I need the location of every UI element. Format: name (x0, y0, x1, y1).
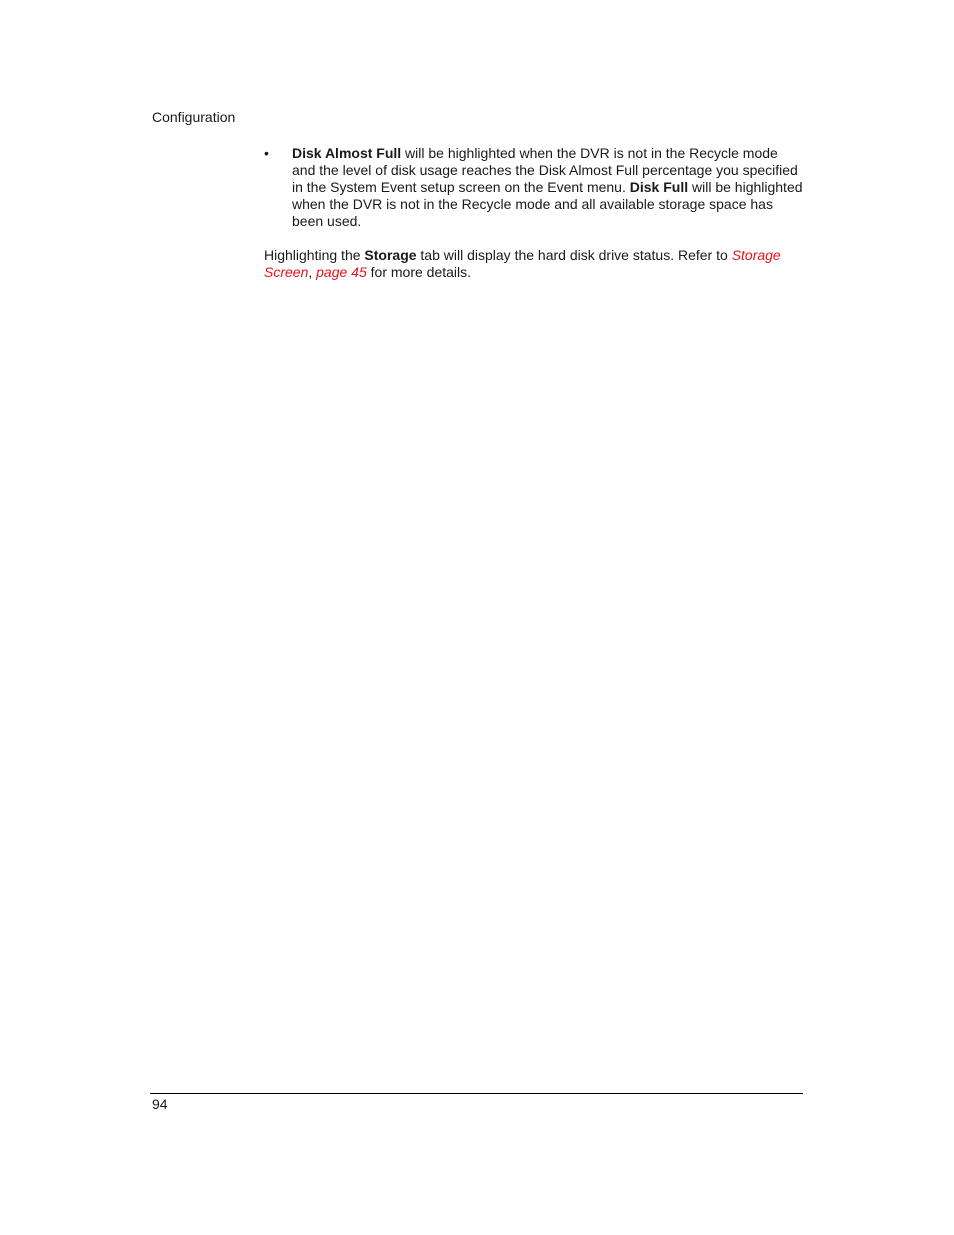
bullet-text-2: will be highlighted when the DVR is not in the Recycle mode and all available storage space has been used. (292, 179, 803, 229)
storage-paragraph (264, 247, 804, 281)
page-number: 94 (152, 1096, 168, 1112)
para-text-pre: Highlighting the (264, 247, 365, 263)
running-header: Configuration (152, 109, 236, 125)
link-storage-screen[interactable]: Storage Screen (264, 247, 781, 280)
para-text-post: for more details. (366, 264, 472, 280)
bullet-list-item (264, 145, 804, 230)
term-disk-full: Disk Full (629, 179, 689, 195)
para-text-mid: tab will display the hard disk drive status. Refer to (416, 247, 732, 263)
footer-divider (150, 1093, 803, 1094)
link-page-45[interactable]: page 45 (316, 264, 367, 280)
bullet-mark: • (264, 145, 269, 161)
bullet-text-1: will be highlighted when the DVR is not in the Recycle mode and the level of disk usage reaches the Disk Almost Full percentage you specified in the System Event setup screen on the Event menu. (292, 145, 798, 195)
term-disk-almost-full: Disk Almost Full (292, 145, 402, 161)
term-storage: Storage (364, 247, 417, 263)
para-separator: , (308, 264, 317, 280)
body-content (264, 145, 804, 281)
